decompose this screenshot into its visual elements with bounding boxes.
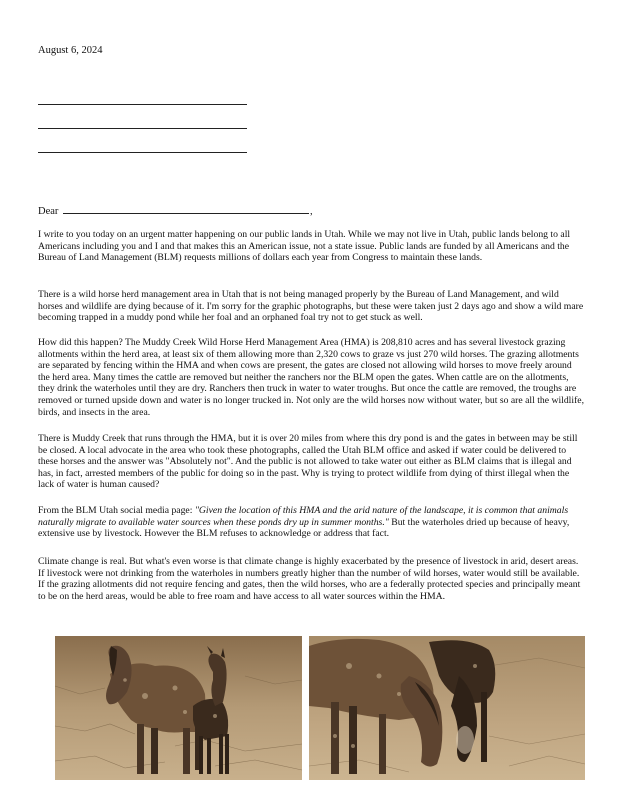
salutation-suffix: , [310,206,313,217]
salutation-prefix: Dear [38,206,59,217]
photo-mare-and-foals [55,636,302,780]
paragraph-6: Climate change is real. But what's even worse is that climate change is highly exacerbated by the presence of livestock in arid, desert areas. If livestock were not drinking from the waterholes in numbers greatly higher than the number of wild horses, water would still be available. If the grazing allotments did not require fencing and gates, then the wild horses, who are a federally protected species and principally meant to be on the herd areas, would be able to free roam and have access to all water sources within the HMA. [38,556,581,602]
blm-quote: "Given the location of this HMA and the arid nature of the landscape, it is common that animals naturally migrate to available water sources when these ponds dry up in summer months." [38,505,569,528]
address-line-3 [38,152,247,153]
address-line-1 [38,104,247,105]
paragraph-5-lead: From the BLM Utah social media page: [38,505,195,516]
letter-date: August 6, 2024 [38,45,103,56]
salutation [38,204,313,217]
paragraph-5-rest: But the waterholes dried up because of heavy, extensive use by livestock. However the BLM refuses to acknowledge or address that fact. [38,516,570,540]
paragraph-1: I write to you today on an urgent matter happening on our public lands in Utah. While we may not live in Utah, public lands belong to all Americans including you and I and that makes this an American issue, not a state issue. Public lands are funded by all Americans and the Bureau of Land Management (BLM) requests millions of dollars each year from Congress to maintain these lands. [38,229,571,264]
paragraph-3: How did this happen? The Muddy Creek Wild Horse Herd Management Area (HMA) is 208,810 acres and has several livestock grazing allotments within the herd area, at least six of them allowing more than 2,320 cows to graze vs just 270 wild horses. The grazing allotments are separated by fencing within the HMA and when cows are present, the gates are closed not allowing wild horses to move freely around the herd area. Many times the cattle are removed but neither the ranchers nor the BLM open the gates. When cattle are on the allotments, they drink the waterholes until they are dry. Ranchers then truck in water to water troughs. But once the cattle are removed, the troughs are removed or turned upside down and water is no longer trucked in. Not only are the wild horses now without water, but so are all the wildlife, birds, and insects in the area. [38,337,585,418]
paragraph-4: There is Muddy Creek that runs through the HMA, but it is over 20 miles from where this dry pond is and the gates in between may be still be closed. A local advocate in the area who took these photographs, called the Utah BLM office and asked if water could be delivered to these horses and the answer was "Absolutely not". And the public is not allowed to take water out either as BLM claims that is illegal and has, in fact, arrested members of the public for doing so in the past. Why is trying to protect wildlife from dying of thirst illegal when the lack of water is human caused? [38,433,578,491]
recipient-name-blank [63,204,309,214]
photo-mare-drinking [309,636,585,780]
photo-mare-and-foals-image [55,636,302,780]
photo-mare-drinking-image [309,636,585,780]
address-line-2 [38,128,247,129]
paragraph-5 [38,505,584,540]
paragraph-2: There is a wild horse herd management area in Utah that is not being managed properly by the Bureau of Land Management, and wild horses and wildlife are dying because of it. I'm sorry for the graphic photographs, but these were taken just 2 days ago and show a wild mare becoming trapped in a muddy pond while her foal and an orphaned foal try not to get stuck as well. [38,289,584,324]
